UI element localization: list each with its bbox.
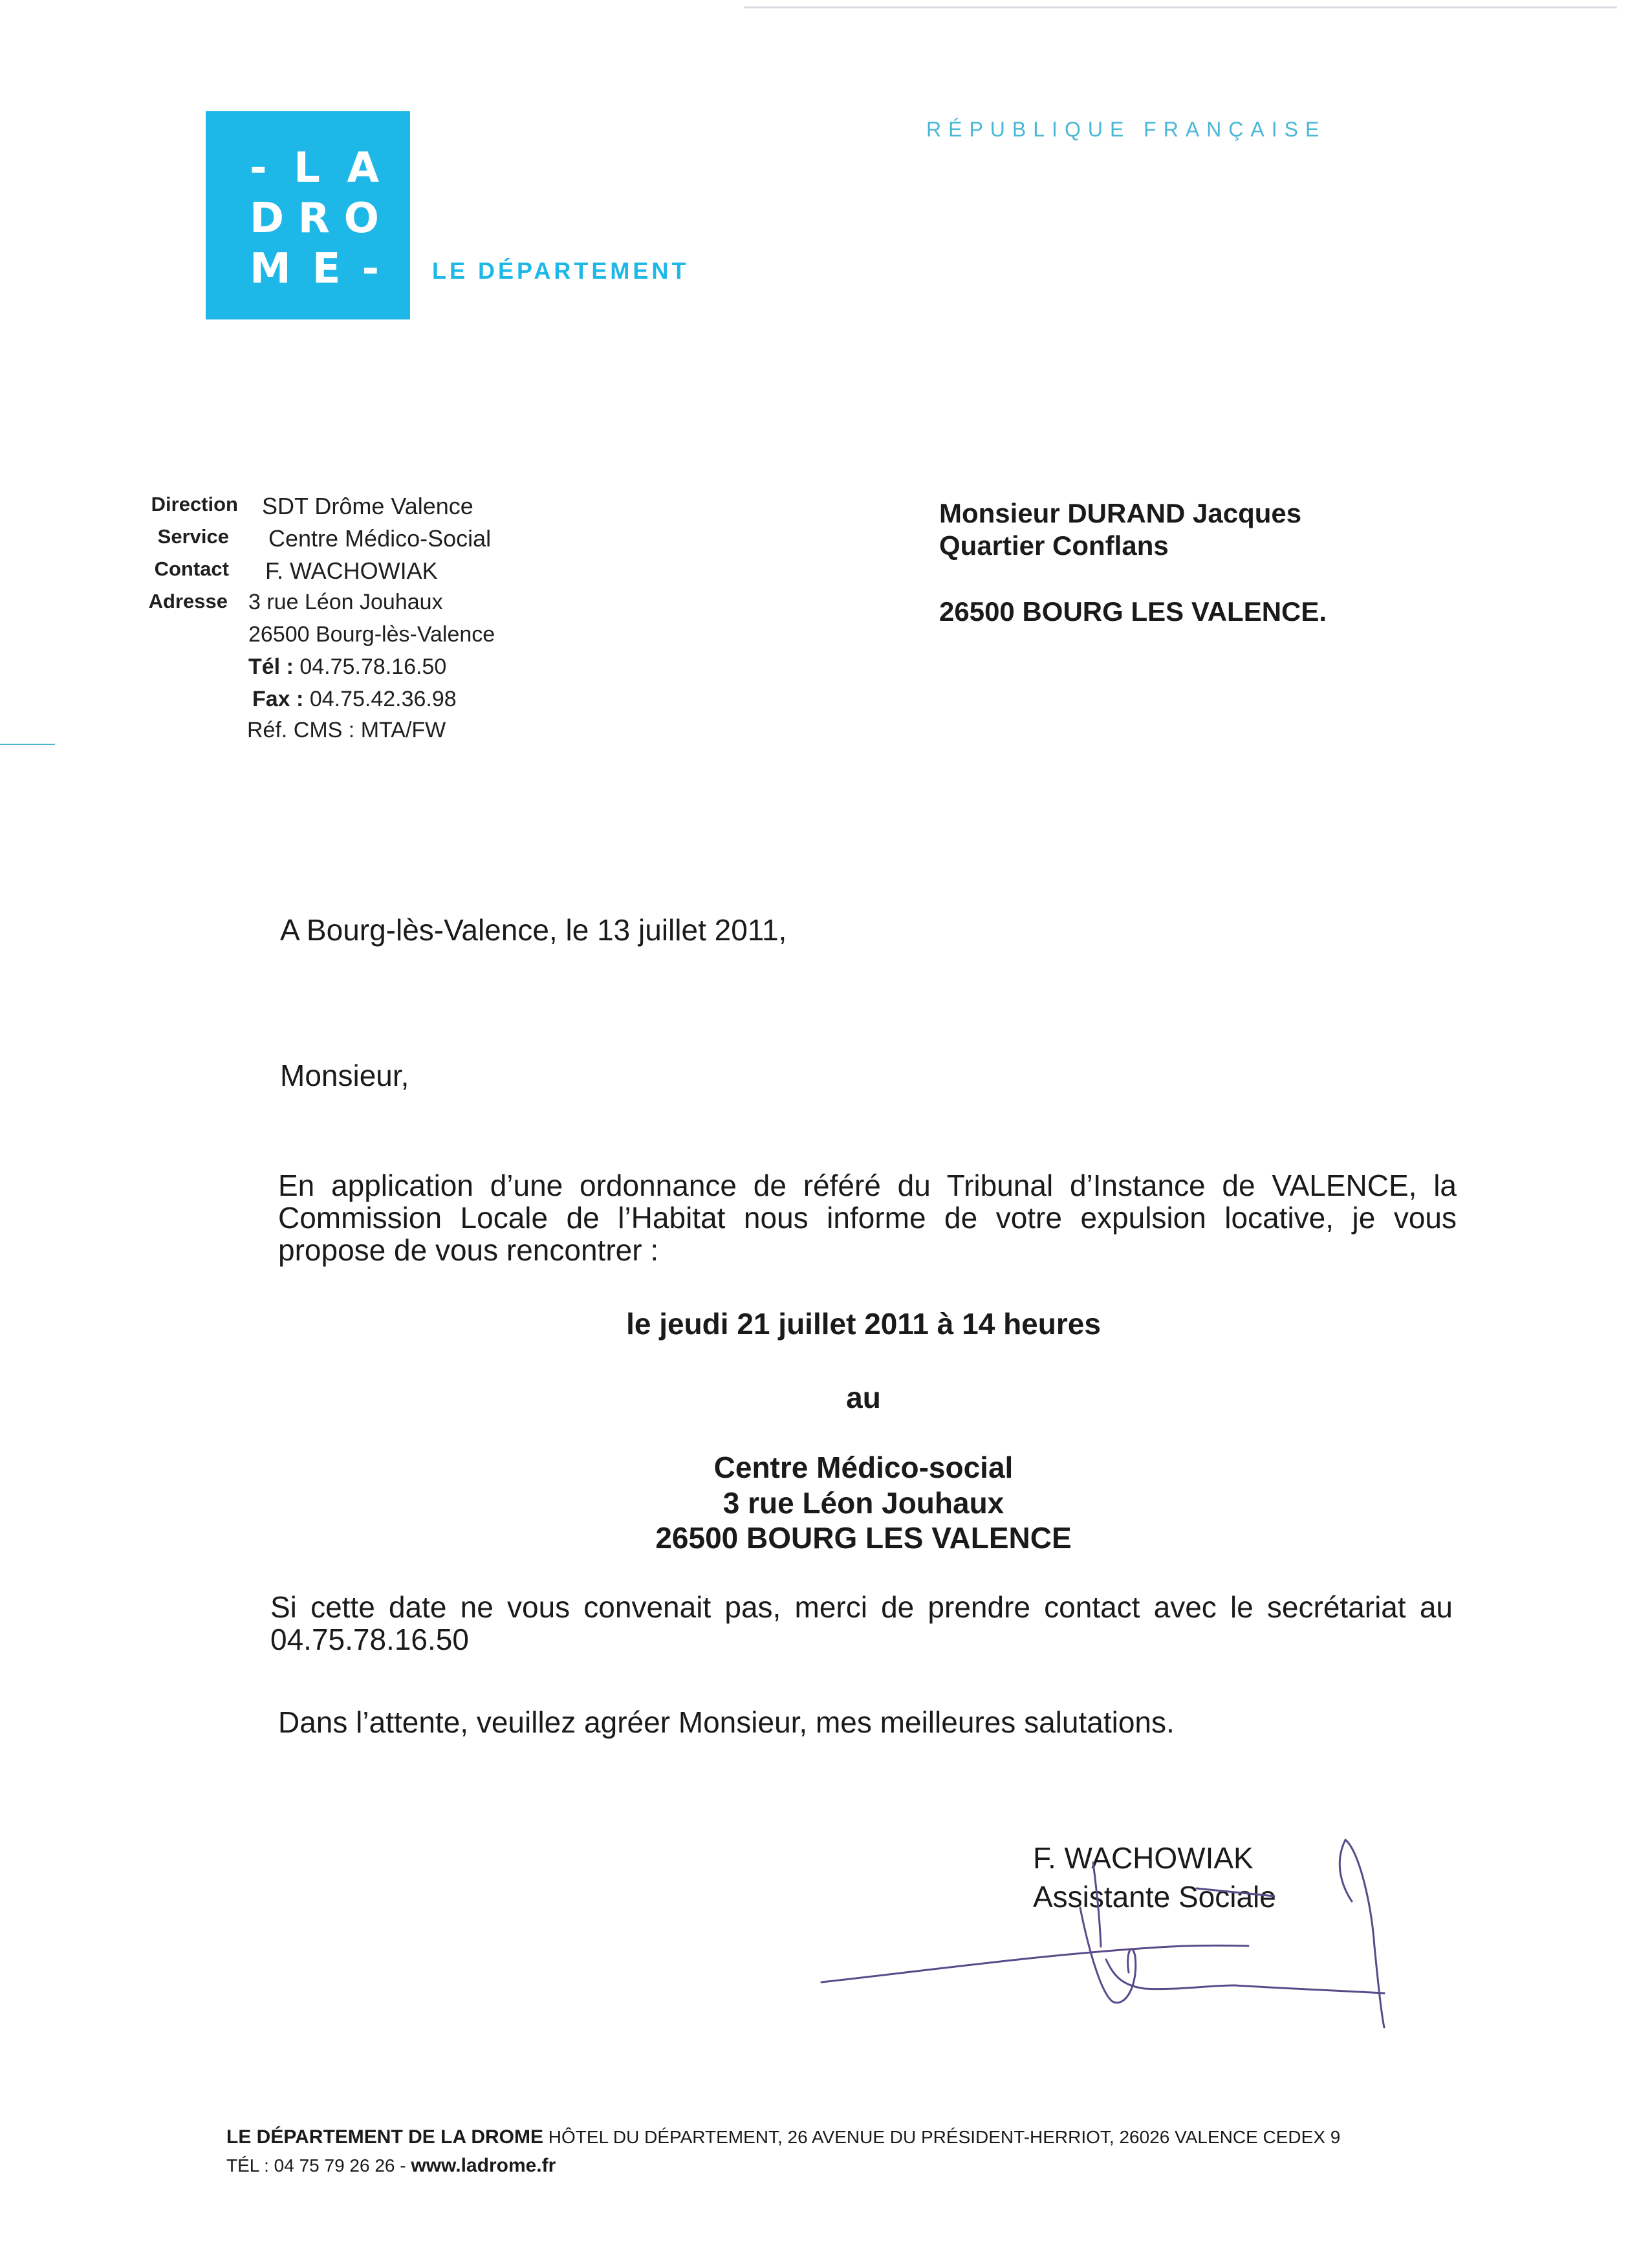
footer-address-text: HÔTEL DU DÉPARTEMENT, 26 AVENUE DU PRÉSIDENT-HERRIOT, 26026 VALENCE CEDEX 9 [543,2127,1341,2147]
handwritten-signature [809,1824,1429,2031]
telephone-value: 04.75.78.16.50 [299,654,447,679]
direction-label: Direction [151,493,238,515]
telephone-label: Tél : [248,654,294,679]
salutation: Monsieur, [280,1059,409,1092]
logo-char: A [347,144,379,192]
paragraph-intro: En application d’une ordonnance de référé du Tribunal d’Instance de VALENCE, la Commission Locale de l’Habitat nous informe de votre expulsion locative, je vous propose de vous rencontrer : [278,1169,1457,1267]
logo-char: R [298,195,330,243]
department-label: LE DÉPARTEMENT [432,257,689,284]
recipient-city: 26500 BOURG LES VALENCE. [939,596,1327,627]
paragraph-contact: Si cette date ne vous convenait pas, merci de prendre contact avec le secrétariat au 04.75.78.16.50 [270,1590,1453,1656]
venue-line-2: 3 rue Léon Jouhaux [722,1486,1004,1520]
republique-francaise: RÉPUBLIQUE FRANÇAISE [926,118,1327,141]
venue-line-1: Centre Médico-social [713,1451,1014,1484]
logo-row-3 [250,245,379,293]
logo-row-2 [250,195,379,243]
place-date: A Bourg-lès-Valence, le 13 juillet 2011, [280,913,787,947]
fax [252,687,457,712]
signatory-title: Assistante Sociale [1033,1880,1276,1914]
logo-char: - [362,245,379,293]
reference: Réf. CMS : MTA/FW [247,718,446,742]
telephone [248,654,446,680]
footer-address [226,2126,1340,2148]
closing: Dans l’attente, veuillez agréer Monsieur, mes meilleures salutations. [278,1705,1175,1739]
footer-org: LE DÉPARTEMENT DE LA DROME [226,2126,544,2148]
logo-row-1 [250,144,379,192]
la-drome-logo [206,111,410,319]
signatory-name: F. WACHOWIAK [1033,1841,1254,1875]
fax-value: 04.75.42.36.98 [309,687,457,711]
fax-label: Fax : [252,687,304,711]
footer-website-link[interactable]: www.ladrome.fr [411,2155,556,2176]
address-label: Adresse [148,590,228,612]
page-top-edge [744,6,1617,8]
appointment-date: le jeudi 21 juillet 2011 à 14 heures [626,1307,1101,1341]
appointment-au: au [846,1381,881,1414]
contact-label: Contact [154,557,229,580]
logo-char: L [294,144,320,192]
logo-char: D [250,195,285,243]
recipient-address: Quartier Conflans [939,530,1169,561]
recipient-name: Monsieur DURAND Jacques [939,498,1302,528]
footer-contact [226,2155,556,2177]
logo-char: O [343,195,379,243]
address-line-1: 3 rue Léon Jouhaux [248,590,443,614]
contact-value: F. WACHOWIAK [265,557,438,584]
fold-mark [0,744,55,745]
service-value: Centre Médico-Social [268,525,492,552]
footer-phone: TÉL : 04 75 79 26 26 - [226,2155,411,2176]
logo-char: M [250,245,291,293]
direction-value: SDT Drôme Valence [262,493,473,519]
venue-line-3: 26500 BOURG LES VALENCE [655,1521,1072,1555]
logo-char: E [312,245,341,293]
logo-char: - [250,144,267,192]
service-label: Service [157,525,229,548]
address-line-2: 26500 Bourg-lès-Valence [248,622,495,647]
